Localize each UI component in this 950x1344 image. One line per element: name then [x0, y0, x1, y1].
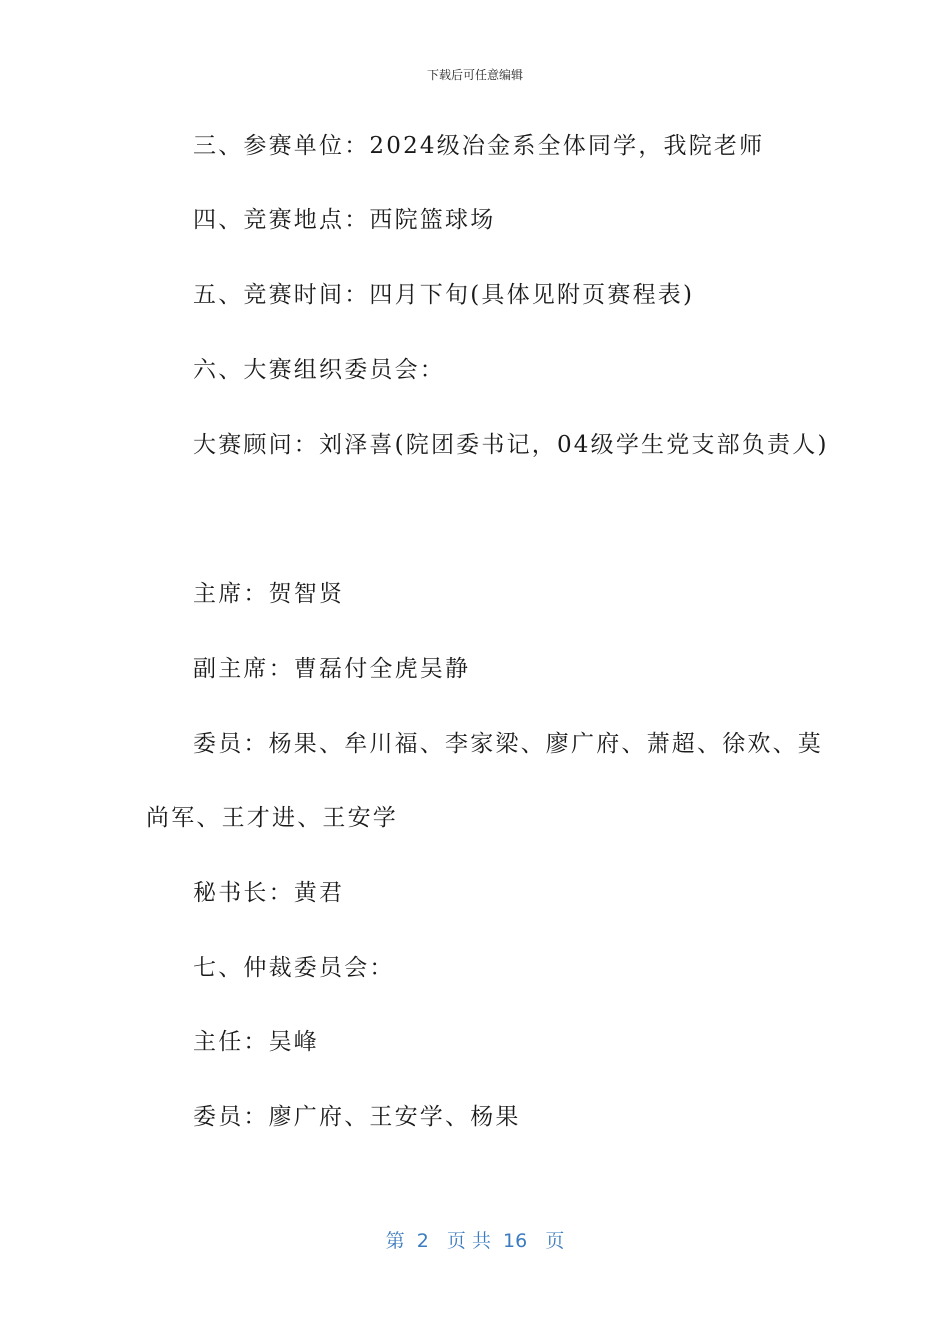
section-time: 五、竞赛时间：四月下旬(具体见附页赛程表) [193, 282, 695, 308]
committee-secretary: 秘书长：黄君 [193, 880, 345, 906]
section-arbitration-heading: 七、仲裁委员会： [193, 955, 395, 981]
section-participants: 三、参赛单位：2024级冶金系全体同学，我院老师 [193, 133, 765, 159]
committee-advisor: 大赛顾问：刘泽喜(院团委书记，04级学生党支部负责人) [193, 432, 829, 458]
committee-chair: 主席：贺智贤 [193, 581, 345, 607]
arbitration-members: 委员：廖广府、王安学、杨果 [193, 1104, 521, 1130]
arbitration-director: 主任：吴峰 [193, 1029, 319, 1055]
section-venue: 四、竞赛地点：西院篮球场 [193, 207, 496, 233]
section-committee-heading: 六、大赛组织委员会： [193, 357, 445, 383]
page-number: 第 2 页 共 16 页 [385, 1230, 565, 1252]
committee-members-line1: 委员：杨果、牟川福、李家梁、廖广府、萧超、徐欢、莫 [193, 731, 823, 757]
page-header-note: 下载后可任意编辑 [426, 68, 523, 82]
committee-members-line2: 尚军、王才进、王安学 [146, 805, 398, 831]
committee-vice-chair: 副主席：曹磊付全虎吴静 [193, 656, 471, 682]
